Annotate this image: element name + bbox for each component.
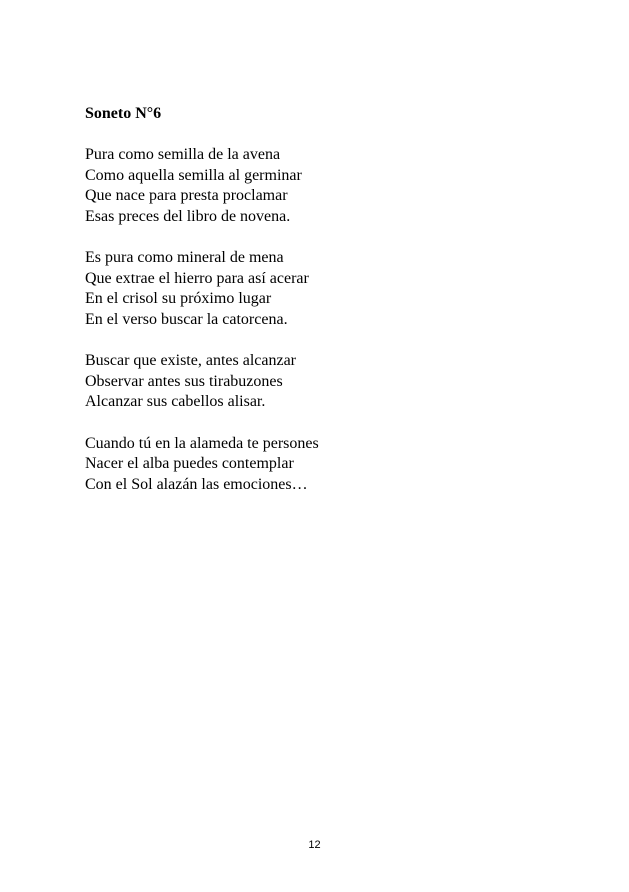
stanza-3 [85, 351, 319, 413]
poem-line: En el verso buscar la catorcena. [85, 310, 288, 328]
poem-line: En el crisol su próximo lugar [85, 290, 272, 308]
stanza-2 [85, 248, 319, 330]
poem-line: Con el Sol alazán las emociones… [85, 475, 308, 493]
page-number: 12 [308, 839, 321, 851]
stanza-1 [85, 145, 319, 227]
poem-line: Nacer el alba puedes contemplar [85, 455, 294, 473]
poem-title: Soneto N°6 [85, 105, 162, 122]
poem-line: Cuando tú en la alameda te persones [85, 434, 319, 452]
poem-line: Que nace para presta proclamar [85, 187, 288, 205]
poem-line: Esas preces del libro de novena. [85, 207, 291, 225]
poem-line: Que extrae el hierro para así acerar [85, 269, 309, 287]
stanza-4 [85, 434, 319, 496]
poem-line: Es pura como mineral de mena [85, 249, 284, 267]
poem-line: Como aquella semilla al germinar [85, 166, 302, 184]
poem-line: Buscar que existe, antes alcanzar [85, 352, 297, 370]
poem [85, 104, 319, 516]
poem-line: Pura como semilla de la avena [85, 146, 281, 164]
poem-line: Alcanzar sus cabellos alisar. [85, 393, 266, 411]
poem-line: Observar antes sus tirabuzones [85, 372, 283, 390]
